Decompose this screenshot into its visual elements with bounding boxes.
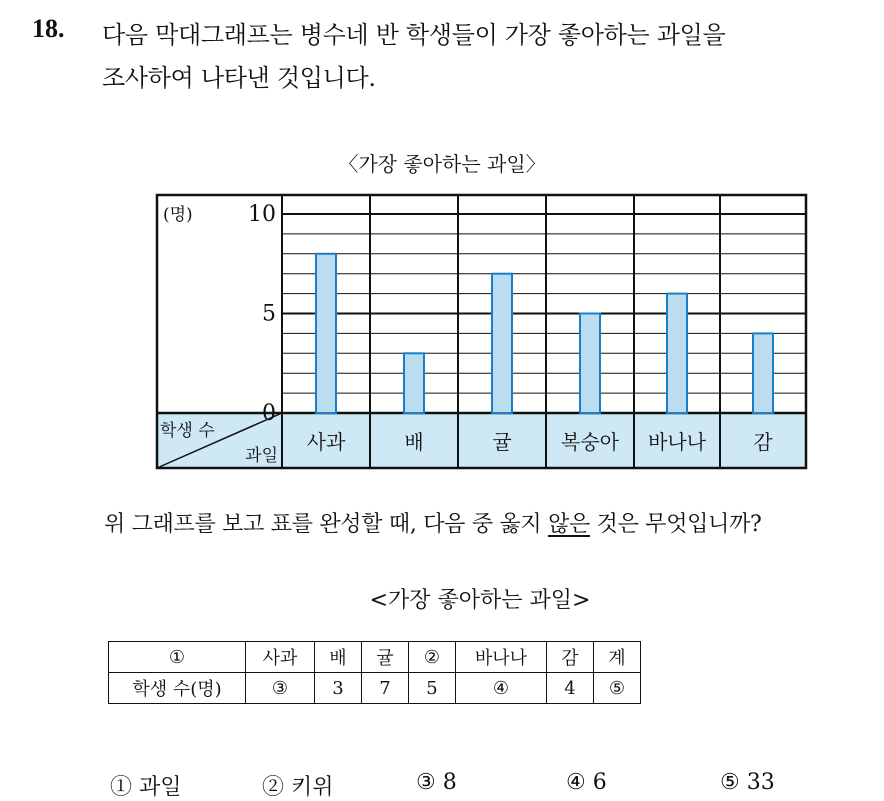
table-header-cell: 계 bbox=[594, 642, 641, 673]
category-label: 바나나 bbox=[648, 430, 706, 454]
table-data-cell: 학생 수(명) bbox=[109, 673, 246, 704]
choice-3[interactable]: ③ 8 bbox=[416, 770, 457, 795]
corner-label-bottom: 과일 bbox=[245, 446, 278, 466]
table-header-cell: 사과 bbox=[246, 642, 315, 673]
category-label: 복숭아 bbox=[561, 430, 619, 454]
table-header-cell: ② bbox=[409, 642, 456, 673]
question-text-line1: 다음 막대그래프는 병수네 반 학생들이 가장 좋아하는 과일을 bbox=[102, 21, 726, 49]
table-data-cell: ③ bbox=[246, 673, 315, 704]
table-data-cell: 5 bbox=[409, 673, 456, 704]
sub-question-text-before: 위 그래프를 보고 표를 완성할 때, 다음 중 옳지 bbox=[104, 512, 549, 537]
y-tick-label: 0 bbox=[262, 401, 276, 426]
table-header-row bbox=[109, 642, 641, 673]
corner-label-top: 학생 수 bbox=[160, 421, 215, 441]
category-label: 배 bbox=[404, 430, 424, 454]
bar-사과 bbox=[316, 254, 336, 413]
sub-question bbox=[104, 507, 762, 538]
sub-question-text-after: 것은 무엇입니까? bbox=[589, 512, 762, 537]
chart-title: 〈가장 좋아하는 과일〉 bbox=[338, 152, 546, 176]
bar-배 bbox=[404, 353, 424, 413]
choice-1[interactable]: ① 과일 bbox=[110, 775, 182, 800]
answer-table bbox=[108, 641, 641, 704]
y-tick-label: 10 bbox=[248, 202, 276, 227]
table-data-cell: 3 bbox=[315, 673, 362, 704]
category-label: 감 bbox=[753, 430, 773, 454]
question-number: 18. bbox=[32, 14, 65, 43]
table-data-cell: 7 bbox=[362, 673, 409, 704]
choice-5[interactable]: ⑤ 33 bbox=[720, 770, 775, 795]
table-header-cell: 귤 bbox=[362, 642, 409, 673]
table-data-cell: ⑤ bbox=[594, 673, 641, 704]
table-header-cell: ① bbox=[109, 642, 246, 673]
table-data-cell: ④ bbox=[456, 673, 547, 704]
y-tick-label: 5 bbox=[262, 301, 276, 327]
bar-감 bbox=[753, 333, 773, 413]
choice-2[interactable]: ② 키위 bbox=[262, 775, 334, 800]
bar-바나나 bbox=[667, 294, 687, 413]
table-title: <가장 좋아하는 과일> bbox=[369, 588, 591, 613]
bar-복숭아 bbox=[580, 314, 600, 414]
sub-question-underlined-word: 않은 bbox=[548, 512, 590, 537]
table-data-row bbox=[109, 673, 641, 704]
choice-4[interactable]: ④ 6 bbox=[566, 770, 607, 795]
bar-귤 bbox=[492, 274, 512, 413]
question-text-line2: 조사하여 나타낸 것입니다. bbox=[102, 64, 376, 92]
y-unit-label: (명) bbox=[163, 205, 193, 225]
table-header-cell: 바나나 bbox=[456, 642, 547, 673]
table-data-cell: 4 bbox=[547, 673, 594, 704]
table-header-cell: 배 bbox=[315, 642, 362, 673]
table-header-cell: 감 bbox=[547, 642, 594, 673]
category-label: 사과 bbox=[306, 430, 346, 454]
category-label: 귤 bbox=[492, 430, 512, 454]
